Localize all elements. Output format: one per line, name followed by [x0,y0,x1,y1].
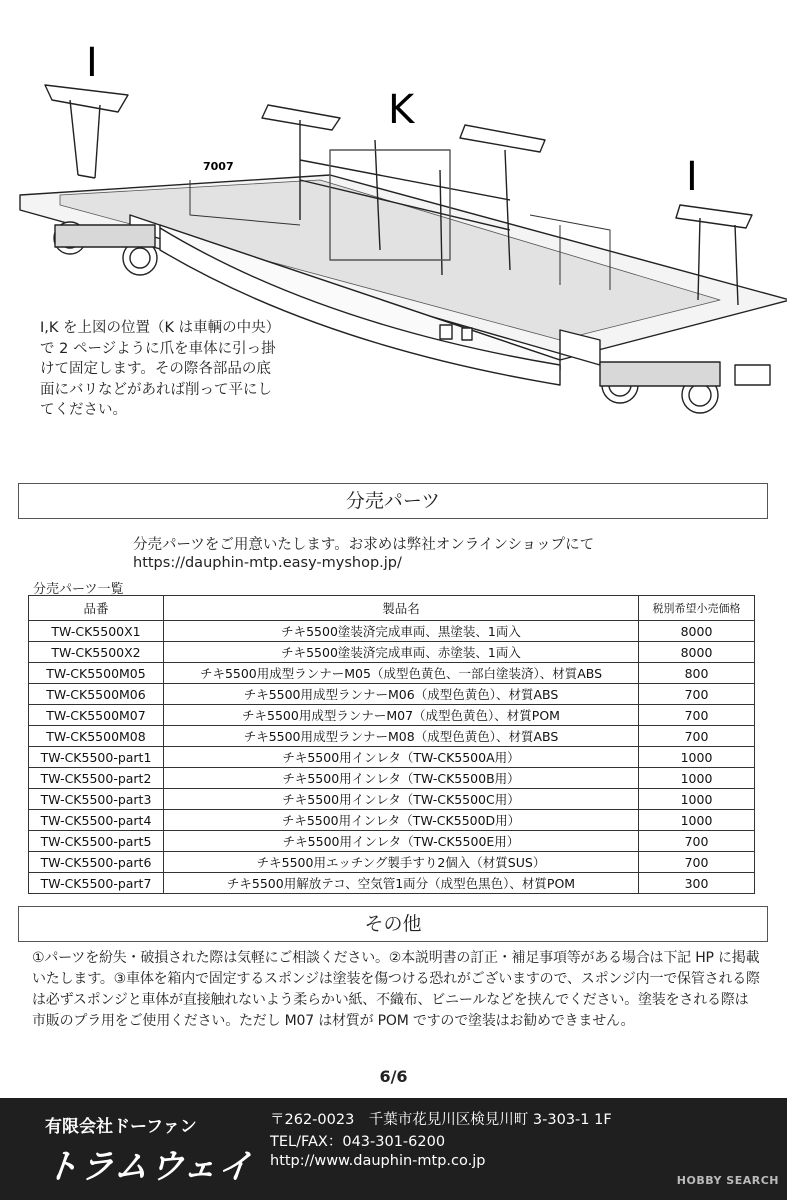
part-code: TW-CK5500-part2 [29,768,164,789]
part-name: チキ5500用成型ランナーM08（成型色黄色）、材質ABS [164,726,639,747]
table-row [29,705,755,726]
table-row [29,726,755,747]
part-price: 700 [639,831,755,852]
part-code: TW-CK5500-part3 [29,789,164,810]
part-name: チキ5500用成型ランナーM06（成型色黄色）、材質ABS [164,684,639,705]
part-name: チキ5500用解放テコ、空気管1両分（成型色黒色）、材質POM [164,873,639,894]
part-name: チキ5500用インレタ（TW-CK5500C用） [164,789,639,810]
company-url[interactable]: http://www.dauphin-mtp.co.jp [270,1153,486,1169]
marker-i-right: I [686,154,698,200]
part-price: 1000 [639,747,755,768]
brand-logo: トラムウェイ [42,1147,256,1187]
part-name: チキ5500塗装済完成車両、赤塗装、1両入 [164,642,639,663]
header-code: 品番 [29,596,164,621]
installation-note: I,K を上図の位置（K は車輌の中央）で 2 ページように爪を車体に引っ掛けて固定します。その際各部品の底面にバリなどがあれば削って平にしてください。 [40,320,276,418]
car-number: 7007 [203,160,234,173]
stanchion-left [45,85,128,178]
part-price: 700 [639,705,755,726]
part-code: TW-CK5500M05 [29,663,164,684]
part-price: 1000 [639,789,755,810]
company-name: 有限会社ドーファン [45,1117,197,1137]
part-code: TW-CK5500M08 [29,726,164,747]
side-window-2 [462,328,472,340]
watermark: HOBBY SEARCH [676,1174,779,1187]
bogie-left [54,222,157,275]
table-row [29,747,755,768]
part-price: 700 [639,852,755,873]
part-code: TW-CK5500-part1 [29,747,164,768]
part-code: TW-CK5500-part6 [29,852,164,873]
table-row [29,852,755,873]
part-code: TW-CK5500X2 [29,642,164,663]
table-header-row [29,596,755,621]
part-price: 1000 [639,768,755,789]
company-address: 〒262-0023 千葉市花見川区検見川町 3-303-1 1F [270,1112,612,1128]
table-row [29,768,755,789]
part-name: チキ5500用インレタ（TW-CK5500A用） [164,747,639,768]
misc-body: ①パーツを紛失・破損された際は気軽にご相談ください。②本説明書の訂正・補足事項等がある場合は下記 HP に掲載いたします。③車体を箱内で固定するスポンジは塗装を傷つける恐れがございますので、スポンジ内一で保管される際は必ずスポンジと車体が直接触れないよう柔らかい紙、不織布、ビニールなどを挟んでください。塗装をされる際は市販のプラ用をご使用ください。ただし M07 は材質が POM ですので塗装はお勧めできません。 [32,950,760,1029]
part-price: 8000 [639,621,755,642]
table-row [29,831,755,852]
parts-intro [133,536,594,572]
shop-url[interactable]: https://dauphin-mtp.easy-myshop.jp/ [133,555,402,571]
part-price: 1000 [639,810,755,831]
table-row [29,810,755,831]
table-row [29,873,755,894]
part-price: 700 [639,684,755,705]
part-name: チキ5500用インレタ（TW-CK5500B用） [164,768,639,789]
table-row [29,621,755,642]
part-code: TW-CK5500X1 [29,621,164,642]
part-name: チキ5500用インレタ（TW-CK5500D用） [164,810,639,831]
part-name: チキ5500用インレタ（TW-CK5500E用） [164,831,639,852]
part-name: チキ5500用成型ランナーM07（成型色黄色）、材質POM [164,705,639,726]
company-phone: TEL/FAX：043-301-6200 [270,1134,446,1150]
side-window-1 [440,325,452,339]
table-row [29,684,755,705]
parts-table [28,595,755,894]
part-price: 300 [639,873,755,894]
parts-list-label: 分売パーツ一覧 [33,582,124,597]
parts-intro-text: 分売パーツをご用意いたします。お求めは弊社オンラインショップにて [133,537,595,553]
bogie-right [600,362,770,413]
header-price: 税別希望小売価格 [639,596,755,621]
part-name: チキ5500塗装済完成車両、黒塗装、1両入 [164,621,639,642]
marker-k-center: K [388,87,415,133]
table-row [29,642,755,663]
part-name: チキ5500用成型ランナーM05（成型色黄色、一部白塗装済）、材質ABS [164,663,639,684]
table-row [29,789,755,810]
part-code: TW-CK5500-part4 [29,810,164,831]
misc-section-heading: その他 [18,906,768,942]
part-price: 800 [639,663,755,684]
page-number: 6/6 [379,1067,408,1086]
part-price: 700 [639,726,755,747]
part-code: TW-CK5500-part7 [29,873,164,894]
header-name: 製品名 [164,596,639,621]
part-name: チキ5500用エッチング製手すり2個入（材質SUS） [164,852,639,873]
part-code: TW-CK5500-part5 [29,831,164,852]
parts-section-heading: 分売パーツ [18,483,768,519]
table-row [29,663,755,684]
marker-i-left: I [86,40,98,86]
footer [0,1098,787,1200]
part-price: 8000 [639,642,755,663]
part-code: TW-CK5500M06 [29,684,164,705]
part-code: TW-CK5500M07 [29,705,164,726]
